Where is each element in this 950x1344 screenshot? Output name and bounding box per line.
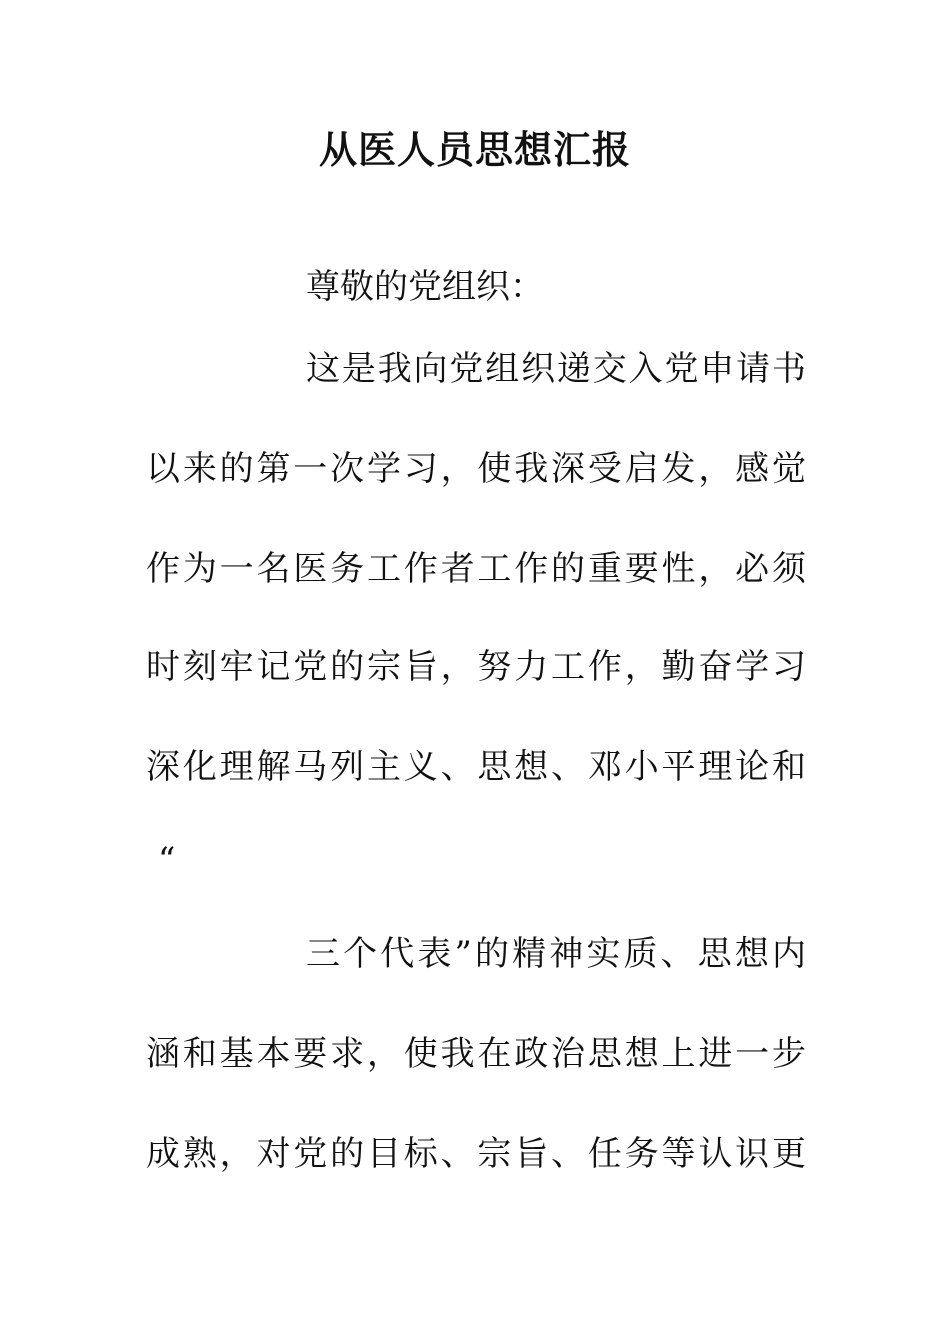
body-line-1: 这是我向党组织递交入党申请书 <box>306 349 806 389</box>
salutation: 尊敬的党组织： <box>306 267 544 307</box>
body-line-5: 深化理解马列主义、思想、邓小平理论和 <box>146 747 806 787</box>
body-line-2: 以来的第一次学习，使我深受启发，感觉 <box>146 449 806 489</box>
body-line-4: 时刻牢记党的宗旨，努力工作，勤奋学习 <box>146 647 806 687</box>
opening-quote-mark: “ <box>158 840 176 880</box>
document-title: 从医人员思想汇报 <box>318 127 631 172</box>
body-line-6: 三个代表”的精神实质、思想内 <box>306 934 806 974</box>
body-line-7: 涵和基本要求，使我在政治思想上进一步 <box>146 1034 806 1074</box>
body-line-8: 成熟，对党的目标、宗旨、任务等认识更 <box>146 1134 806 1174</box>
body-line-3: 作为一名医务工作者工作的重要性，必须 <box>146 549 806 589</box>
